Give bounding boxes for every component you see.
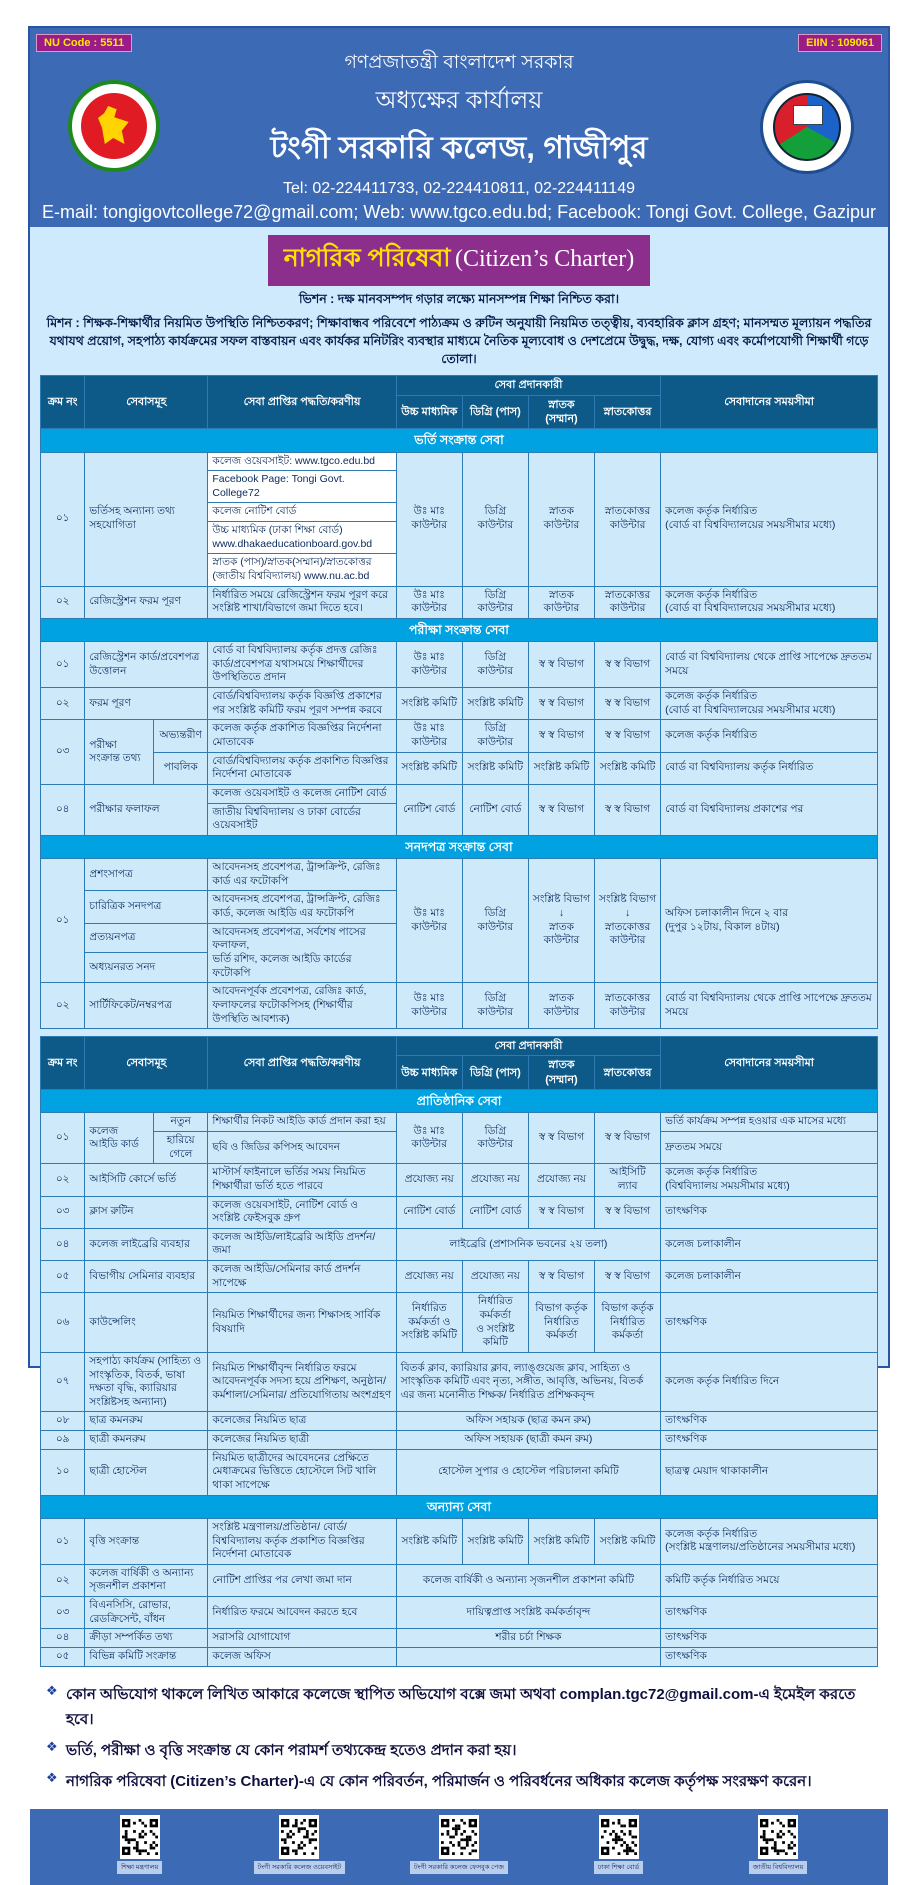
table-cell: উঃ মাঃ কাউন্টার: [396, 586, 462, 618]
table-cell: ০৩: [41, 1196, 85, 1228]
table-cell: ০২: [41, 1564, 85, 1596]
table-cell: সংশ্লিষ্ট বিভাগ ↓ স্নাতকোত্তর কাউন্টার: [595, 859, 661, 983]
table-cell: কলেজ কর্তৃক নির্ধারিত (বোর্ড বা বিশ্ববিদ্যালয়ের সময়সীমার মধ্যে): [661, 688, 878, 720]
table-cell: প্রযোজ্য নয়: [396, 1164, 462, 1196]
qr-item: [239, 1815, 359, 1874]
table-cell: কলেজ কর্তৃক নির্ধারিত (বোর্ড বা বিশ্ববিদ্যালয়ের সময়সীমার মধ্যে): [661, 586, 878, 618]
table-cell: নির্ধারিত কর্মকর্তা ও সংশ্লিষ্ট কমিটি: [462, 1293, 528, 1353]
government-title: গণপ্রজাতন্ত্রী বাংলাদেশ সরকার: [344, 52, 574, 73]
qr-caption: জাতীয় বিশ্ববিদ্যালয়: [749, 1861, 808, 1874]
table-cell: আইসিটি কোর্সে ভর্তি: [85, 1164, 208, 1196]
table-cell: স্ব স্ব বিভাগ: [528, 784, 594, 835]
table-cell: নিয়মিত ছাত্রীদের আবেদনের প্রেক্ষিতে মেধাক্রমের ভিত্তিতে হোস্টেলে সিট খালি থাকা সাপেক্ষে: [208, 1449, 396, 1495]
section-band: ভর্তি সংক্রান্ত সেবা: [41, 429, 878, 452]
charter-page: [28, 26, 890, 1871]
table-cell: স্নাতক কাউন্টার: [528, 452, 594, 586]
table-cell: দ্রুততম সময়ে: [661, 1131, 878, 1163]
table-cell: প্রত্যয়নপত্র: [85, 923, 208, 953]
table-cell: ডিগ্রি কাউন্টার: [462, 1113, 528, 1164]
government-seal-logo: [68, 80, 160, 172]
table-cell: সংশ্লিষ্ট বিভাগ ↓ স্নাতক কাউন্টার: [528, 859, 594, 983]
table-cell: আইসিটি ল্যাব: [595, 1164, 661, 1196]
contact-line: E-mail: tongigovtcollege72@gmail.com; Web: www.tgco.edu.bd; Facebook: Tongi Govt. College, Gazipur: [41, 202, 877, 222]
table-cell: স্নাতকোত্তর কাউন্টার: [595, 983, 661, 1029]
qr-code: [599, 1815, 639, 1859]
column-header: সেবাদানের সময়সীমা: [661, 376, 878, 429]
table-cell: ০৪: [41, 1629, 85, 1648]
column-header: স্নাতকোত্তর: [595, 395, 661, 429]
qr-caption: টংগী সরকারি কলেজ ওয়েবসাইট: [254, 1861, 345, 1874]
title-wrap: [40, 235, 878, 286]
table-cell: ০৯: [41, 1431, 85, 1450]
table-cell: ০১: [41, 1518, 85, 1564]
table-cell: কলেজ কর্তৃক নির্ধারিত (বোর্ড বা বিশ্ববিদ্যালয়ের সময়সীমার মধ্যে): [661, 452, 878, 586]
qr-code: [120, 1815, 160, 1859]
table-cell: রেজিস্ট্রেশন ফরম পূরণ: [85, 586, 208, 618]
table-cell: ১০: [41, 1449, 85, 1495]
table-cell: কলেজ কর্তৃক নির্ধারিত: [661, 720, 878, 752]
table-cell: হোস্টেল সুপার ও হোস্টেল পরিচালনা কমিটি: [396, 1449, 660, 1495]
table-cell: উঃ মাঃ কাউন্টার: [396, 452, 462, 586]
table-cell: বোর্ড বা বিশ্ববিদ্যালয় থেকে প্রাপ্তি সাপেক্ষে দ্রুততম সময়ে: [661, 983, 878, 1029]
table-cell: অফিস সহায়ক (ছাত্রী কমন রুম): [396, 1431, 660, 1450]
table-cell: তাৎক্ষণিক: [661, 1597, 878, 1629]
table-cell: ০১: [41, 642, 85, 688]
table-cell: স্ব স্ব বিভাগ: [528, 1261, 594, 1293]
college-name: টংগী সরকারি কলেজ, গাজীপুর: [270, 130, 648, 165]
table-cell: কলেজ কর্তৃক প্রকাশিত বিজ্ঞপ্তির নির্দেশনা মোতাবেক: [208, 720, 396, 752]
table-cell: ক্লাস রুটিন: [85, 1196, 208, 1228]
qr-code: [439, 1815, 479, 1859]
table-cell: কলেজ আইডি/লাইব্রেরি আইডি প্রদর্শন/জমা: [208, 1228, 396, 1260]
table-cell: ডিগ্রি কাউন্টার: [462, 642, 528, 688]
college-logo-emblem: [773, 93, 841, 161]
table-cell: স্ব স্ব বিভাগ: [595, 688, 661, 720]
content-area: [30, 227, 888, 1801]
table-cell: পরীক্ষার ফলাফল: [85, 784, 208, 835]
table-cell: স্ব স্ব বিভাগ: [595, 720, 661, 752]
table-cell: ছাত্রী হোস্টেল: [85, 1449, 208, 1495]
table-cell: ডিগ্রি কাউন্টার: [462, 859, 528, 983]
table-cell: আবেদনসহ প্রবেশপত্র, ট্রান্সক্রিপ্ট, রেজিঃ কার্ড, কলেজ আইডি এর ফটোকপি: [208, 891, 396, 923]
table-cell: বিভাগীয় সেমিনার ব্যবহার: [85, 1261, 208, 1293]
table-cell: কলেজ অফিস: [208, 1648, 396, 1667]
table-cell: বিভাগ কর্তৃক নির্ধারিত কর্মকর্তা: [528, 1293, 594, 1353]
table-cell: প্রযোজ্য নয়: [396, 1261, 462, 1293]
table-cell: ডিগ্রি কাউন্টার: [462, 720, 528, 752]
table-cell: সংশ্লিষ্ট কমিটি: [528, 1518, 594, 1564]
table-cell: স্নাতক কাউন্টার: [528, 586, 594, 618]
table-cell: ০৪: [41, 784, 85, 835]
table-cell: কলেজ কর্তৃক নির্ধারিত দিনে: [661, 1352, 878, 1412]
column-header: স্নাতকোত্তর: [595, 1056, 661, 1090]
section-band: অন্যান্য সেবা: [41, 1495, 878, 1518]
column-header: ক্রম নং: [41, 376, 85, 429]
table-cell: Facebook Page: Tongi Govt. College72: [208, 471, 396, 503]
table-cell: তাৎক্ষণিক: [661, 1412, 878, 1431]
table-cell: কলেজ চলাকালীন: [661, 1261, 878, 1293]
table-cell: সংশ্লিষ্ট মন্ত্রণালয়/প্রতিষ্ঠান/ বোর্ড/ বিশ্ববিদ্যালয় কর্তৃক প্রকাশিত বিজ্ঞপ্তির নির্দেশনা মোতাবেক: [208, 1518, 396, 1564]
column-header: উচ্চ মাধ্যমিক: [396, 1056, 462, 1090]
table-cell: সহপাঠ্য কার্যক্রম (সাহিত্য ও সাংস্কৃতিক, বিতর্ক, ভাষা দক্ষতা বৃদ্ধি, ক্যারিয়ার সংশ্লিষ্টসহ অন্যান্য): [85, 1352, 208, 1412]
table-cell: নোটিশ বোর্ড: [462, 784, 528, 835]
column-header: সেবা প্রদানকারী: [396, 376, 660, 395]
table-cell: বোর্ড বা বিশ্ববিদ্যালয় প্রকাশের পর: [661, 784, 878, 835]
table-cell: ভর্তি কার্যক্রম সম্পন্ন হওয়ার এক মাসের মধ্যে: [661, 1113, 878, 1132]
table-cell: কলেজ আইডি কার্ড: [85, 1113, 154, 1164]
qr-item: [718, 1815, 838, 1874]
eiin-badge: EIIN : 109061: [798, 34, 882, 52]
table-cell: রেজিস্ট্রেশন কার্ড/প্রবেশপত্র উত্তোলন: [85, 642, 208, 688]
service-table-2: [40, 1036, 878, 1667]
table-cell: ক্রীড়া সম্পর্কিত তথ্য: [85, 1629, 208, 1648]
table-cell: প্রযোজ্য নয়: [528, 1164, 594, 1196]
table-cell: উঃ মাঃ কাউন্টার: [396, 720, 462, 752]
table-cell: বোর্ড/বিশ্ববিদ্যালয় কর্তৃক প্রকাশিত বিজ্ঞপ্তির নির্দেশনা মোতাবেক: [208, 752, 396, 784]
table-cell: সংশ্লিষ্ট কমিটি: [462, 752, 528, 784]
table-cell: ডিগ্রি কাউন্টার: [462, 586, 528, 618]
column-header: সেবা প্রদানকারী: [396, 1037, 660, 1056]
table-cell: ফরম পূরণ: [85, 688, 208, 720]
table-cell: সংশ্লিষ্ট কমিটি: [396, 688, 462, 720]
table-cell: হারিয়ে গেলে: [153, 1131, 207, 1163]
table-cell: বিভিন্ন কমিটি সংক্রান্ত: [85, 1648, 208, 1667]
column-header: ক্রম নং: [41, 1037, 85, 1090]
note-rights: ❖ নাগরিক পরিষেবা (Citizen’s Charter)-এ যে কোন পরিবর্তন, পরিমার্জন ও পরিবর্ধনের অধিকার কলেজ কর্তৃপক্ষ সংরক্ষণ করেন।: [42, 1770, 876, 1795]
qr-caption: ঢাকা শিক্ষা বোর্ড: [594, 1861, 643, 1874]
table-cell: স্নাতক কাউন্টার: [528, 983, 594, 1029]
table-cell: নির্ধারিত সময়ে রেজিস্ট্রেশন ফরম পূরণ করে সংশ্লিষ্ট শাখা/বিভাগে জমা দিতে হবে।: [208, 586, 396, 618]
footer-notes: [42, 1677, 876, 1801]
table-cell: বোর্ড বা বিশ্ববিদ্যালয় থেকে প্রাপ্তি সাপেক্ষে দ্রুততম সময়ে: [661, 642, 878, 688]
table-cell: দায়িত্বপ্রাপ্ত সংশ্লিষ্ট কর্মকর্তাবৃন্দ: [396, 1597, 660, 1629]
table-cell: ০৭: [41, 1352, 85, 1412]
charter-title-bn: নাগরিক পরিষেবা: [283, 244, 451, 272]
college-logo: [760, 80, 854, 174]
mission-line: মিশন : শিক্ষক-শিক্ষার্থীর নিয়মিত উপস্থিতি নিশ্চিতকরণ; শিক্ষাবান্ধব পরিবেশে পাঠ্যক্রম ও রুটিন অনুযায়ী নিয়মিত তত্ত্বীয়, ব্যবহারিক ক্লাস গ্রহণ; মানসম্মত মূল্যায়ন পদ্ধতির যথাযথ প্রয়োগ, সহপাঠ্য কার্যক্রমের সফল বাস্তবায়ন এবং কার্যকর মনিটরিং ব্যবস্থার মাধ্যমে নৈতিক মূল্যবোধ ও দেশপ্রেমে উদ্বুদ্ধ, দক্ষ, যোগ্য এবং কর্মোপযোগী শিক্ষার্থী গড়ে তোলা।: [46, 316, 872, 367]
qr-code: [279, 1815, 319, 1859]
table-cell: নোটিশ বোর্ড: [462, 1196, 528, 1228]
table-cell: শিক্ষার্থীর নিকট আইডি কার্ড প্রদান করা হয়: [208, 1113, 396, 1132]
table-cell: নোটিশ বোর্ড: [396, 784, 462, 835]
table-cell: নির্ধারিত ফরমে আবেদন করতে হবে: [208, 1597, 396, 1629]
table-cell: ছাত্রত্ব মেয়াদ থাকাকালীন: [661, 1449, 878, 1495]
column-header: সেবাসমূহ: [85, 376, 208, 429]
column-header: স্নাতক (সম্মান): [528, 395, 594, 429]
table-cell: শরীর চর্চা শিক্ষক: [396, 1629, 660, 1648]
table-cell: তাৎক্ষণিক: [661, 1431, 878, 1450]
table-cell: ০৩: [41, 1597, 85, 1629]
table-cell: নির্ধারিত কর্মকর্তা ও সংশ্লিষ্ট কমিটি: [396, 1293, 462, 1353]
table-cell: কলেজ লাইব্রেরি ব্যবহার: [85, 1228, 208, 1260]
table-cell: সংশ্লিষ্ট কমিটি: [462, 688, 528, 720]
table-cell: অভ্যন্তরীণ: [153, 720, 207, 752]
table-cell: পাবলিক: [153, 752, 207, 784]
table-cell: স্ব স্ব বিভাগ: [595, 642, 661, 688]
table-cell: ছাত্র কমনরুম: [85, 1412, 208, 1431]
table-cell: ০৫: [41, 1261, 85, 1293]
table-cell: নোটিশ বোর্ড: [396, 1196, 462, 1228]
table-cell: বিএনসিসি, রোভার, রেডক্রিসেন্ট, বাঁধন: [85, 1597, 208, 1629]
table-cell: অফিস সহায়ক (ছাত্র কমন রুম): [396, 1412, 660, 1431]
table-cell: ডিগ্রি কাউন্টার: [462, 452, 528, 586]
column-header: ডিগ্রি (পাস): [462, 1056, 528, 1090]
table-cell: সরাসরি যোগাযোগ: [208, 1629, 396, 1648]
table-cell: কাউন্সেলিং: [85, 1293, 208, 1353]
table-cell: প্রযোজ্য নয়: [462, 1164, 528, 1196]
column-header: সেবা প্রাপ্তির পদ্ধতি/করণীয়: [208, 376, 396, 429]
table-cell: লাইব্রেরি (প্রশাসনিক ভবনের ২য় তলা): [396, 1228, 660, 1260]
table-cell: নতুন: [153, 1113, 207, 1132]
table-cell: স্ব স্ব বিভাগ: [528, 1196, 594, 1228]
table-cell: উঃ মাঃ কাউন্টার: [396, 642, 462, 688]
table-cell: বোর্ড/বিশ্ববিদ্যালয় কর্তৃক বিজ্ঞপ্তি প্রকাশের পর সংশ্লিষ্ট কমিটি ফরম পূরণ সম্পন্ন করবে: [208, 688, 396, 720]
table-cell: কলেজ ওয়েবসাইট ও কলেজ নোটিশ বোর্ড: [208, 784, 396, 803]
table-cell: সার্টিফিকেট/নম্বরপত্র: [85, 983, 208, 1029]
telephone-line: Tel: 02-224411733, 02-224410811, 02-224411149: [282, 180, 635, 197]
table-cell: তাৎক্ষণিক: [661, 1293, 878, 1353]
table-cell: ছবি ও জিডির কপিসহ আবেদন: [208, 1131, 396, 1163]
table-cell: আবেদনপূর্বক প্রবেশপত্র, রেজিঃ কার্ড, ফলাফলের ফটোকপিসহ (শিক্ষার্থীর উপস্থিতি আবশ্যক): [208, 983, 396, 1029]
column-header: সেবাসমূহ: [85, 1037, 208, 1090]
column-header: স্নাতক (সম্মান): [528, 1056, 594, 1090]
table-cell: ০৫: [41, 1648, 85, 1667]
table-cell: কলেজ ওয়েবসাইট: www.tgco.edu.bd: [208, 452, 396, 471]
table-cell: আবেদনসহ প্রবেশপত্র, ট্রান্সক্রিপ্ট, রেজিঃ কার্ড এর ফটোকপি: [208, 859, 396, 891]
table-cell: কমিটি কর্তৃক নির্ধারিত সময়ে: [661, 1564, 878, 1596]
table-cell: বোর্ড বা বিশ্ববিদ্যালয় কর্তৃক নির্ধারিত: [661, 752, 878, 784]
table-cell: স্ব স্ব বিভাগ: [528, 642, 594, 688]
charter-title-band: [268, 235, 651, 286]
table-cell: ০৪: [41, 1228, 85, 1260]
nu-code-badge: NU Code : 5511: [36, 34, 132, 52]
table-cell: আবেদনসহ প্রবেশপত্র, সর্বশেষ পাসের ফলাফল, ভর্তি রশিদ, কলেজ আইডি কার্ডের ফটোকপি: [208, 923, 396, 983]
table-cell: স্ব স্ব বিভাগ: [595, 1261, 661, 1293]
table-cell: ০২: [41, 983, 85, 1029]
table-cell: চারিত্রিক সনদপত্র: [85, 891, 208, 923]
table-cell: তাৎক্ষণিক: [661, 1629, 878, 1648]
table-cell: জাতীয় বিশ্ববিদ্যালয় ও ঢাকা বোর্ডের ওয়েবসাইট: [208, 803, 396, 835]
service-tables: [40, 368, 878, 1666]
table-cell: বিতর্ক ক্লাব, ক্যারিয়ার ক্লাব, ল্যাঙ্গুয়েজ ক্লাব, সাহিত্য ও সাংস্কৃতিক কমিটি এবং নৃত্য, সঙ্গীত, আবৃত্তি, অভিনয়, বিতর্ক এর জন্য মনোনীত শিক্ষক/ নির্ধারিত প্রশিক্ষকবৃন্দ: [396, 1352, 660, 1412]
section-band: সনদপত্র সংক্রান্ত সেবা: [41, 835, 878, 858]
table-cell: বিভাগ কর্তৃক নির্ধারিত কর্মকর্তা: [595, 1293, 661, 1353]
table-cell: ছাত্রী কমনরুম: [85, 1431, 208, 1450]
column-header: সেবা প্রাপ্তির পদ্ধতি/করণীয়: [208, 1037, 396, 1090]
table-cell: স্নাতকোত্তর কাউন্টার: [595, 452, 661, 586]
table-cell: কলেজ বার্ষিকী ও অন্যান্য সৃজনশীল প্রকাশনা: [85, 1564, 208, 1596]
section-band: প্রাতিষ্ঠানিক সেবা: [41, 1090, 878, 1113]
table-cell: স্ব স্ব বিভাগ: [528, 1113, 594, 1164]
table-cell: কলেজ চলাকালীন: [661, 1228, 878, 1260]
table-cell: কলেজের নিয়মিত ছাত্রী: [208, 1431, 396, 1450]
qr-item: [399, 1815, 519, 1874]
table-cell: ০৬: [41, 1293, 85, 1353]
table-cell: মাস্টার্স ফাইনালে ভর্তির সময় নিয়মিত শিক্ষার্থীরা ভর্তি হতে পারবে: [208, 1164, 396, 1196]
note-complaint: ❖ কোন অভিযোগ থাকলে লিখিত আকারে কলেজে স্থাপিত অভিযোগ বক্সে জমা অথবা complan.tgc72@gmail.com-এ ইমেইল করতে হবে।: [42, 1683, 876, 1733]
table-cell: নিয়মিত শিক্ষার্থীবৃন্দ নির্ধারিত ফরমে আবেদনপূর্বক সদস্য হয়ে প্রশিক্ষণ, অনুষ্ঠান/কর্মশালা/সেমিনার/ প্রতিযোগিতায় অংশগ্রহণ: [208, 1352, 396, 1412]
table-cell: সংশ্লিষ্ট কমিটি: [528, 752, 594, 784]
table-cell: ডিগ্রি কাউন্টার: [462, 983, 528, 1029]
table-cell: পরীক্ষা সংক্রান্ত তথ্য: [85, 720, 154, 785]
table-cell: উঃ মাঃ কাউন্টার: [396, 1113, 462, 1164]
charter-title-en: (Citizen’s Charter): [454, 246, 635, 272]
office-title: অধ্যক্ষের কার্যালয়: [375, 87, 543, 114]
note-information: ❖ ভর্তি, পরীক্ষা ও বৃত্তি সংক্রান্ত যে কোন পরামর্শ তথ্যকেন্দ্র হতেও প্রদান করা হয়।: [42, 1739, 876, 1764]
table-cell: উঃ মাঃ কাউন্টার: [396, 859, 462, 983]
table-cell: কলেজ নোটিশ বোর্ড: [208, 503, 396, 522]
table-cell: সংশ্লিষ্ট কমিটি: [396, 752, 462, 784]
table-cell: প্রশংসাপত্র: [85, 859, 208, 891]
qr-band: [30, 1809, 888, 1885]
qr-item: [80, 1815, 200, 1874]
table-cell: কলেজের নিয়মিত ছাত্র: [208, 1412, 396, 1431]
table-cell: স্ব স্ব বিভাগ: [595, 1113, 661, 1164]
table-cell: ০২: [41, 586, 85, 618]
table-cell: সংশ্লিষ্ট কমিটি: [595, 1518, 661, 1564]
table-cell: কলেজ ওয়েবসাইট, নোটিশ বোর্ড ও সংশ্লিষ্ট ফেইসবুক গ্রুপ: [208, 1196, 396, 1228]
book-icon: [793, 105, 823, 125]
vision-line: ভিশন : দক্ষ মানবসম্পদ গড়ার লক্ষ্যে মানসম্পন্ন শিক্ষা নিশ্চিত করা।: [298, 292, 620, 306]
table-cell: ০৮: [41, 1412, 85, 1431]
table-cell: কলেজ কর্তৃক নির্ধারিত (বিশ্ববিদ্যালয় সময়সীমার মধ্যে): [661, 1164, 878, 1196]
table-cell: স্নাতকোত্তর কাউন্টার: [595, 586, 661, 618]
table-cell: স্ব স্ব বিভাগ: [528, 688, 594, 720]
table-cell: ০৩: [41, 720, 85, 785]
table-cell: কলেজ আইডি/সেমিনার কার্ড প্রদর্শন সাপেক্ষে: [208, 1261, 396, 1293]
header-band: [30, 28, 888, 227]
table-cell: কলেজ বার্ষিকী ও অন্যান্য সৃজনশীল প্রকাশনা কমিটি: [396, 1564, 660, 1596]
table-cell: ০১: [41, 1113, 85, 1164]
table-cell: বৃত্তি সংক্রান্ত: [85, 1518, 208, 1564]
table-cell: ০২: [41, 688, 85, 720]
table-cell: তাৎক্ষণিক: [661, 1648, 878, 1667]
table-cell: বোর্ড বা বিশ্ববিদ্যালয় কর্তৃক প্রদত্ত রেজিঃ কার্ড/প্রবেশপত্র যথাসময়ে শিক্ষার্থীদের উপস্থিতিতে প্রদান: [208, 642, 396, 688]
qr-caption: শিক্ষা মন্ত্রণালয়: [117, 1861, 162, 1874]
table-cell: প্রযোজ্য নয়: [462, 1261, 528, 1293]
table-cell: ০২: [41, 1164, 85, 1196]
table-cell: সংশ্লিষ্ট কমিটি: [595, 752, 661, 784]
qr-caption: টংগী সরকারি কলেজ ফেসবুক পেজ: [410, 1861, 508, 1874]
table-cell: ০১: [41, 859, 85, 983]
column-header: উচ্চ মাধ্যমিক: [396, 395, 462, 429]
table-cell: স্ব স্ব বিভাগ: [595, 784, 661, 835]
table-cell: [396, 1648, 660, 1667]
table-cell: স্ব স্ব বিভাগ: [595, 1196, 661, 1228]
table-cell: ০১: [41, 452, 85, 586]
table-cell: উচ্চ মাধ্যমিক (ঢাকা শিক্ষা বোর্ড) www.dhakaeducationboard.gov.bd: [208, 522, 396, 554]
qr-code: [758, 1815, 798, 1859]
table-cell: অফিস চলাকালীন দিনে ২ বার (দুপুর ১২টায়, বিকাল ৪টায়): [661, 859, 878, 983]
column-header: ডিগ্রি (পাস): [462, 395, 528, 429]
table-cell: সংশ্লিষ্ট কমিটি: [396, 1518, 462, 1564]
column-header: সেবাদানের সময়সীমা: [661, 1037, 878, 1090]
table-cell: নিয়মিত শিক্ষার্থীদের জন্য শিক্ষাসহ সার্বিক বিষয়াদি: [208, 1293, 396, 1353]
section-band: পরীক্ষা সংক্রান্ত সেবা: [41, 618, 878, 641]
table-cell: উঃ মাঃ কাউন্টার: [396, 983, 462, 1029]
table-cell: অধ্যয়নরত সনদ: [85, 953, 208, 983]
table-cell: ভর্তিসহ অন্যান্য তথ্য সহযোগিতা: [85, 452, 208, 586]
table-cell: নোটিশ প্রাপ্তির পর লেখা জমা দান: [208, 1564, 396, 1596]
table-cell: স্ব স্ব বিভাগ: [528, 720, 594, 752]
service-table-1: [40, 375, 878, 1029]
table-cell: কলেজ কর্তৃক নির্ধারিত (সংশ্লিষ্ট মন্ত্রণালয়/প্রতিষ্ঠানের সময়সীমার মধ্যে): [661, 1518, 878, 1564]
table-cell: তাৎক্ষণিক: [661, 1196, 878, 1228]
qr-item: [559, 1815, 679, 1874]
table-cell: সংশ্লিষ্ট কমিটি: [462, 1518, 528, 1564]
table-cell: স্নাতক (পাস)/স্নাতক(সম্মান)/স্নাতকোত্তর (জাতীয় বিশ্ববিদ্যালয়) www.nu.ac.bd: [208, 554, 396, 586]
